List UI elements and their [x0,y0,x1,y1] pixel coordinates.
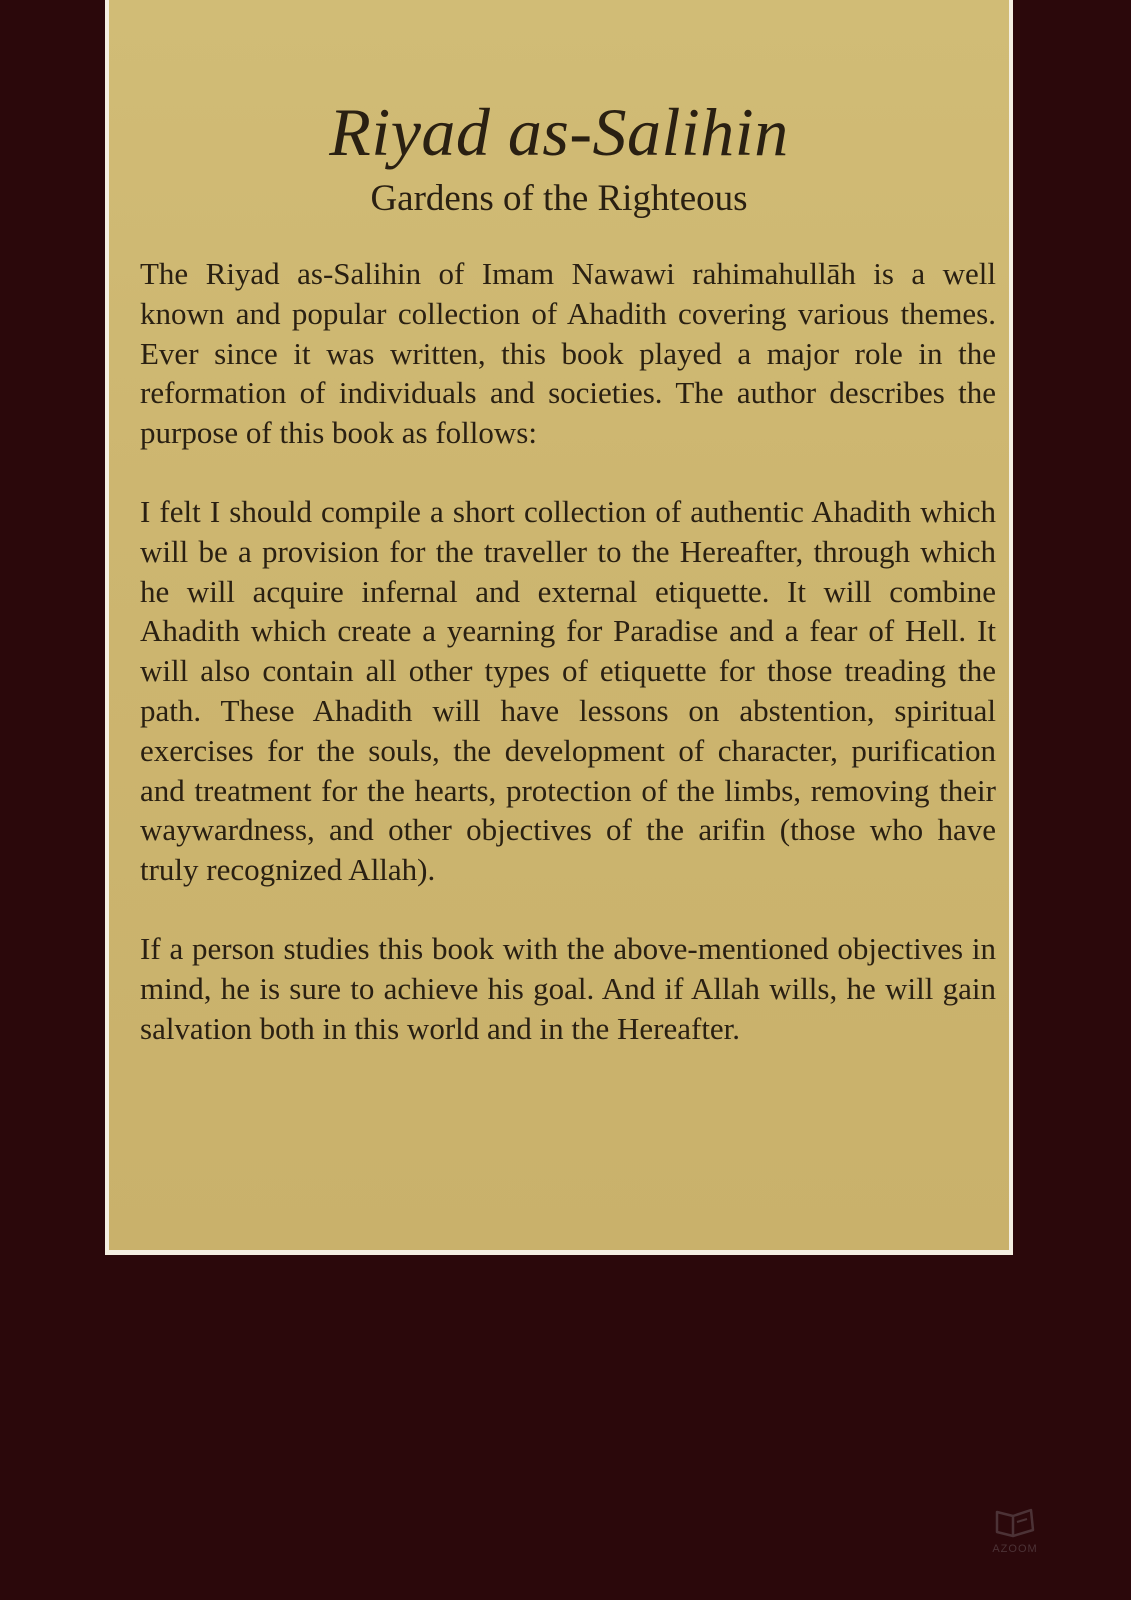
description-paragraph-2: I felt I should compile a short collection of authentic Ahadith which will be a provision for the traveller to the Hereafter, through which he will acquire infernal and external etiquette. It will combine Ahadith which create a yearning for Paradise and a fear of Hell. It will also contain all other types of etiquette for those treading the path. These Ahadith will have lessons on abstention, spiritual exercises for the souls, the development of character, purification and treatment for the hearts, protection of the limbs, removing their waywardness, and other objectives of the arifin (those who have truly recognized Allah). [140,493,996,888]
watermark-logo [990,1506,1040,1555]
back-cover-panel [105,0,1013,1255]
watermark-label: AZOOM [992,1543,1038,1555]
description-text [140,254,996,1048]
description-paragraph-3: If a person studies this book with the above-mentioned objectives in mind, he is sure to achieve his goal. And if Allah wills, he will gain salvation both in this world and in the Hereafter. [140,930,996,1046]
book-title: Riyad as-Salihin [329,94,789,170]
open-book-icon [993,1506,1037,1540]
description-paragraph-1: The Riyad as-Salihin of Imam Nawawi rahimahullāh is a well known and popular collection of Ahadith covering various themes. Ever since it was written, this book played a major role in the reformation of individuals and societies. The author describes the purpose of this book as follows: [140,256,996,451]
book-subtitle: Gardens of the Righteous [370,178,748,219]
